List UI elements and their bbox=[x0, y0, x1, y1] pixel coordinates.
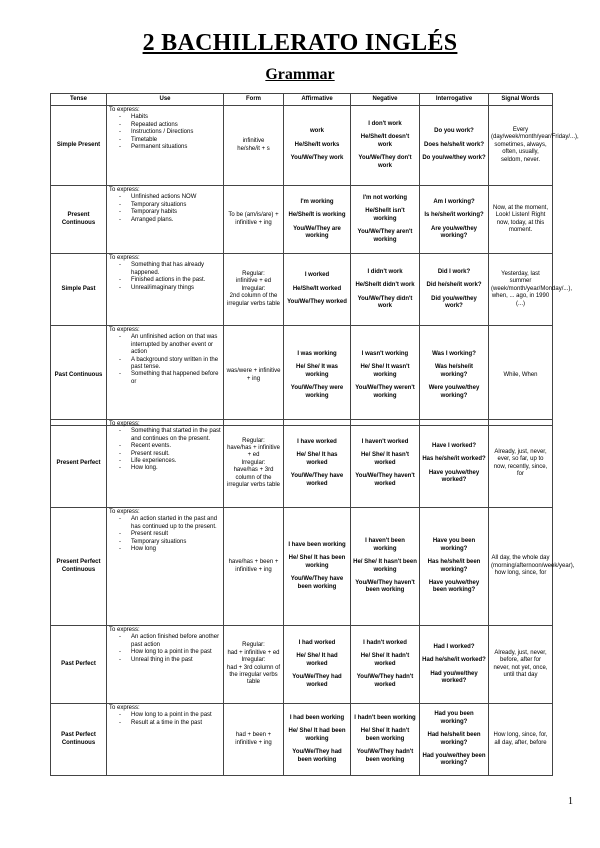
negative-line: You/We/They aren't working bbox=[357, 229, 413, 243]
form-line: have/has + 3rd column of the irregular verbs table bbox=[226, 467, 281, 489]
tense-cell: Simple Past bbox=[51, 254, 107, 326]
use-list-item: - How long bbox=[109, 546, 221, 553]
signal-cell bbox=[489, 186, 553, 254]
use-list-item: - A background story written in the past tense. bbox=[109, 357, 221, 372]
negative-line: He/ She/ It hasn't been working bbox=[353, 559, 417, 573]
header-signal-words: Signal Words bbox=[489, 94, 553, 106]
negative-line: He/ She/ It wasn't working bbox=[360, 364, 410, 378]
form-line: Irregular: bbox=[241, 459, 266, 466]
negative-line: I'm not working bbox=[362, 194, 408, 201]
affirmative-line: You/We/They are working bbox=[293, 225, 341, 239]
table-row bbox=[51, 420, 553, 508]
negative-line: You/We/They haven't been working bbox=[355, 579, 415, 594]
negative-line: You/We/They weren't working bbox=[355, 385, 415, 399]
interrogative-line: Have you been working? bbox=[432, 538, 476, 552]
use-list-item: - Timetable bbox=[109, 137, 221, 144]
interrogative-cell bbox=[420, 626, 489, 704]
affirmative-line: You/We/They worked bbox=[287, 299, 347, 306]
document-subtitle: Grammar bbox=[265, 66, 335, 83]
tense-cell: Simple Present bbox=[51, 106, 107, 186]
interrogative-line: Have you/we/they worked? bbox=[428, 469, 480, 483]
tense-cell: Present Perfect Continuous bbox=[51, 508, 107, 626]
form-cell bbox=[224, 106, 284, 186]
interrogative-line: Have you/we/they been working? bbox=[428, 579, 480, 594]
negative-line: I hadn't been working bbox=[354, 714, 416, 721]
use-list-item: - Life experiences. bbox=[109, 458, 221, 465]
negative-line: He/ She/ It hadn't been working bbox=[360, 728, 410, 742]
form-line: Irregular: bbox=[241, 657, 266, 664]
use-list-item: - An unfinished action on that was interrupted by another event or action bbox=[109, 334, 221, 356]
form-line: 2nd column of the irregular verbs table bbox=[226, 293, 281, 307]
signal-cell bbox=[489, 508, 575, 626]
table-row bbox=[51, 254, 553, 326]
interrogative-cell bbox=[420, 186, 489, 254]
use-list bbox=[109, 194, 221, 224]
negative-line: He/She/It isn't working bbox=[365, 208, 405, 222]
negative-line: You/We/They hadn't worked bbox=[356, 674, 414, 688]
table-row bbox=[51, 508, 553, 626]
use-cell bbox=[107, 704, 224, 776]
form-cell bbox=[224, 254, 284, 326]
form-line: had + infinitive + ed bbox=[227, 649, 280, 656]
interrogative-line: Do you work? bbox=[434, 128, 474, 135]
signal-cell bbox=[489, 420, 553, 508]
form-line: Irregular: bbox=[241, 285, 266, 292]
interrogative-line: Did he/she/it work? bbox=[426, 282, 482, 289]
interrogative-cell bbox=[420, 420, 489, 508]
use-list-item: - Finished actions in the past. bbox=[109, 277, 221, 284]
tense-cell: Past Continuous bbox=[51, 326, 107, 426]
use-list bbox=[109, 634, 221, 664]
form-line: have/has + infinitive + ed bbox=[227, 444, 280, 459]
negative-line: I don't work bbox=[368, 120, 402, 127]
negative-line: I haven't worked bbox=[361, 438, 409, 445]
interrogative-line: Do you/we/they work? bbox=[422, 155, 486, 162]
use-list-item: - Unreal thing in the past bbox=[109, 657, 221, 664]
negative-line: I hadn't worked bbox=[363, 639, 407, 646]
use-cell bbox=[107, 186, 224, 254]
use-list-item: - Something that has already happened. bbox=[109, 262, 221, 277]
header-use: Use bbox=[107, 94, 224, 106]
signal-cell bbox=[489, 704, 553, 776]
table-row bbox=[51, 326, 553, 426]
affirmative-cell bbox=[284, 420, 351, 508]
signal-cell bbox=[489, 626, 553, 704]
negative-cell bbox=[351, 420, 420, 508]
form-line: had + 3rd column of the irregular verbs table bbox=[226, 664, 281, 686]
negative-cell bbox=[351, 508, 420, 626]
interrogative-line: Had I worked? bbox=[433, 643, 475, 650]
signal-line: How long, since, for, all day, after, before bbox=[493, 732, 548, 746]
interrogative-line: Had you/we/they worked? bbox=[430, 670, 478, 684]
interrogative-cell bbox=[420, 254, 489, 326]
form-line: had + been + infinitive + ing bbox=[235, 732, 272, 746]
affirmative-line: You/We/They have worked bbox=[290, 473, 344, 487]
use-list-item: - Present result bbox=[109, 531, 221, 538]
use-cell bbox=[107, 106, 224, 186]
use-list bbox=[109, 334, 221, 386]
form-line: To be (am/is/are) + infinitive + ing bbox=[228, 212, 279, 226]
document-title: 2 BACHILLERATO INGLÉS bbox=[142, 30, 458, 56]
use-cell bbox=[107, 254, 224, 326]
use-intro: To express: bbox=[109, 187, 140, 193]
negative-cell bbox=[351, 704, 420, 776]
affirmative-cell bbox=[284, 508, 351, 626]
interrogative-line: Had you/we/they been working? bbox=[422, 752, 486, 767]
use-intro: To express: bbox=[109, 255, 140, 261]
interrogative-line: Had he/she/it worked? bbox=[422, 657, 486, 664]
tense-cell: Present Perfect bbox=[51, 420, 107, 508]
use-list-item: - Unreal/imaginary things bbox=[109, 285, 221, 292]
affirmative-line: I have been working bbox=[288, 541, 346, 548]
affirmative-cell bbox=[284, 326, 351, 426]
negative-line: He/She/It doesn't work bbox=[360, 134, 410, 148]
form-cell bbox=[224, 420, 284, 508]
form-cell bbox=[224, 186, 284, 254]
use-list-item: - An action started in the past and has continued up to the present. bbox=[109, 516, 221, 531]
form-line: infinitive bbox=[242, 138, 265, 145]
interrogative-line: Does he/she/it work? bbox=[423, 141, 484, 148]
affirmative-line: He/ She/ It has been working bbox=[288, 555, 346, 569]
use-cell bbox=[107, 420, 224, 508]
interrogative-line: Is he/she/it working? bbox=[424, 212, 484, 219]
affirmative-line: I had worked bbox=[298, 639, 336, 646]
negative-line: He/She/It didn't work bbox=[355, 282, 415, 289]
interrogative-line: Had he/she/it been working? bbox=[427, 732, 481, 746]
form-line: have/has + been + infinitive + ing bbox=[228, 559, 279, 573]
negative-cell bbox=[351, 626, 420, 704]
use-list-item: - Instructions / Directions bbox=[109, 129, 221, 136]
interrogative-line: Has he/she/it worked? bbox=[422, 456, 486, 463]
negative-line: You/We/They didn't work bbox=[357, 295, 413, 309]
use-list-item: - Habits bbox=[109, 114, 221, 121]
interrogative-line: Were you/we/they working? bbox=[428, 385, 480, 399]
affirmative-line: You/We/They were working bbox=[290, 385, 344, 399]
affirmative-line: I was working bbox=[297, 350, 337, 357]
use-cell bbox=[107, 326, 224, 426]
form-line: was/were + infinitive + ing bbox=[226, 368, 281, 382]
affirmative-cell bbox=[284, 626, 351, 704]
use-cell bbox=[107, 508, 224, 626]
interrogative-line: Was I working? bbox=[432, 350, 476, 357]
interrogative-cell bbox=[420, 508, 489, 626]
negative-line: I haven't been working bbox=[365, 538, 405, 552]
form-line: Regular: bbox=[242, 642, 265, 649]
signal-line: Already, just, never, before, after for never, not yet, once, until that day bbox=[493, 649, 548, 678]
header-form: Form bbox=[224, 94, 284, 106]
form-cell bbox=[224, 508, 284, 626]
use-list-item: - Present result. bbox=[109, 451, 221, 458]
table-row bbox=[51, 704, 553, 776]
form-line: he/she/it + s bbox=[237, 145, 270, 152]
use-list-item: - How long to a point in the past bbox=[109, 649, 221, 656]
signal-line: While, When bbox=[503, 371, 538, 378]
interrogative-line: Are you/we/they working? bbox=[430, 225, 477, 239]
affirmative-cell bbox=[284, 186, 351, 254]
use-intro: To express: bbox=[109, 327, 140, 333]
use-list-item: - Something that happened before or bbox=[109, 371, 221, 386]
negative-cell bbox=[351, 326, 420, 426]
header-interrogative: Interrogative bbox=[420, 94, 489, 106]
use-cell bbox=[107, 626, 224, 704]
negative-line: I didn't work bbox=[367, 268, 403, 275]
use-list-item: - How long. bbox=[109, 465, 221, 472]
negative-cell bbox=[351, 254, 420, 326]
use-list-item: - Permanent situations bbox=[109, 144, 221, 151]
tense-cell: Past Perfect Continuous bbox=[51, 704, 107, 776]
affirmative-line: He/She/It works bbox=[294, 141, 340, 148]
negative-line: You/We/They don't work bbox=[358, 155, 412, 169]
form-cell bbox=[224, 704, 284, 776]
affirmative-line: You/We/They work bbox=[290, 155, 344, 162]
interrogative-line: Was he/she/it working? bbox=[434, 364, 474, 378]
table-row bbox=[51, 106, 553, 186]
signal-line: Now, at the moment, Look! Listen! Right now, today, at this moment. bbox=[492, 204, 549, 233]
use-list-item: - Recent events. bbox=[109, 443, 221, 450]
signal-line: Every (day/week/month/year/Friday/...), sometimes, always, often, usually, seldom, never. bbox=[491, 126, 579, 163]
affirmative-line: I have worked bbox=[297, 438, 337, 445]
use-list bbox=[109, 262, 221, 292]
grammar-table-part-1 bbox=[50, 93, 579, 426]
affirmative-line: He/ She/ It had worked bbox=[296, 653, 338, 667]
form-cell bbox=[224, 626, 284, 704]
header-affirmative: Affirmative bbox=[284, 94, 351, 106]
affirmative-cell bbox=[284, 106, 351, 186]
affirmative-line: You/We/They had worked bbox=[292, 674, 342, 688]
signal-line: Yesterday, last summer (week/month/year/Monday/...), when, ... ago, in 1990 (...) bbox=[491, 270, 573, 307]
interrogative-line: Have I worked? bbox=[431, 442, 476, 449]
affirmative-line: He/ She/ It had been working bbox=[288, 728, 346, 742]
interrogative-line: Has he/she/it been working? bbox=[427, 559, 481, 573]
use-list-item: - Result at a time in the past bbox=[109, 720, 221, 727]
grammar-table-part-2 bbox=[50, 419, 575, 776]
use-intro: To express: bbox=[109, 627, 140, 633]
use-intro: To express: bbox=[109, 421, 140, 427]
interrogative-line: Did I work? bbox=[437, 268, 471, 275]
tense-cell: Present Continuous bbox=[51, 186, 107, 254]
signal-cell bbox=[489, 106, 579, 186]
negative-line: You/We/They hadn't been working bbox=[356, 749, 414, 763]
affirmative-line: You/We/They have been working bbox=[290, 576, 344, 590]
header-tense: Tense bbox=[51, 94, 107, 106]
form-line: Regular: bbox=[242, 270, 265, 277]
table-header-row bbox=[51, 94, 553, 106]
interrogative-line: Am I working? bbox=[433, 198, 475, 205]
signal-line: Already, just, never, ever, so far, up to now, recently, since, for bbox=[493, 448, 548, 477]
use-list-item: - Temporary situations bbox=[109, 539, 221, 546]
signal-cell bbox=[489, 254, 573, 326]
signal-line: All day, the whole day (morning/afternoon/week/year), how long, since, for bbox=[491, 555, 575, 577]
affirmative-line: I had been working bbox=[289, 714, 345, 721]
affirmative-line: I worked bbox=[304, 272, 330, 279]
affirmative-line: You/We/They had been working bbox=[292, 749, 342, 763]
affirmative-line: He/ She/ It was working bbox=[295, 364, 338, 378]
affirmative-line: He/She/It worked bbox=[292, 285, 342, 292]
use-intro: To express: bbox=[109, 705, 140, 711]
table-row bbox=[51, 186, 553, 254]
negative-line: I wasn't working bbox=[361, 350, 409, 357]
use-list-item: - Something that started in the past and continues on the present. bbox=[109, 428, 221, 443]
use-intro: To express: bbox=[109, 107, 140, 113]
signal-cell bbox=[489, 326, 553, 426]
use-intro: To express: bbox=[109, 509, 140, 515]
negative-cell bbox=[351, 186, 420, 254]
use-list-item: - An action finished before another past action bbox=[109, 634, 221, 649]
use-list bbox=[109, 516, 221, 553]
table-row bbox=[51, 626, 553, 704]
affirmative-cell bbox=[284, 704, 351, 776]
use-list bbox=[109, 428, 221, 472]
form-line: Regular: bbox=[242, 437, 265, 444]
page-number: 1 bbox=[568, 796, 573, 807]
tense-cell: Past Perfect bbox=[51, 626, 107, 704]
use-list-item: - Arranged plans. bbox=[109, 217, 221, 224]
interrogative-cell bbox=[420, 704, 489, 776]
header-negative: Negative bbox=[351, 94, 420, 106]
interrogative-line: Had you been working? bbox=[434, 711, 474, 725]
affirmative-line: I'm working bbox=[300, 198, 334, 205]
use-list-item: - How long to a point in the past bbox=[109, 712, 221, 719]
affirmative-line: He/ She/ It has worked bbox=[296, 452, 338, 466]
use-list-item: - Temporary habits bbox=[109, 209, 221, 216]
affirmative-line: He/She/It is working bbox=[288, 212, 346, 219]
negative-line: You/We/They haven't worked bbox=[355, 473, 415, 487]
form-cell bbox=[224, 326, 284, 426]
negative-cell bbox=[351, 106, 420, 186]
use-list bbox=[109, 712, 221, 727]
interrogative-line: Did you/we/they work? bbox=[431, 295, 477, 309]
negative-line: He/ She/ It hasn't worked bbox=[360, 452, 410, 466]
interrogative-cell bbox=[420, 326, 489, 426]
use-list bbox=[109, 114, 221, 151]
interrogative-cell bbox=[420, 106, 489, 186]
use-list-item: - Repeated actions bbox=[109, 122, 221, 129]
affirmative-cell bbox=[284, 254, 351, 326]
negative-line: He/ She/ It hadn't worked bbox=[360, 653, 410, 667]
use-list-item: - Temporary situations bbox=[109, 202, 221, 209]
form-line: infinitive + ed bbox=[235, 278, 272, 285]
affirmative-line: work bbox=[309, 128, 324, 135]
use-list-item: - Unfinished actions NOW bbox=[109, 194, 221, 201]
